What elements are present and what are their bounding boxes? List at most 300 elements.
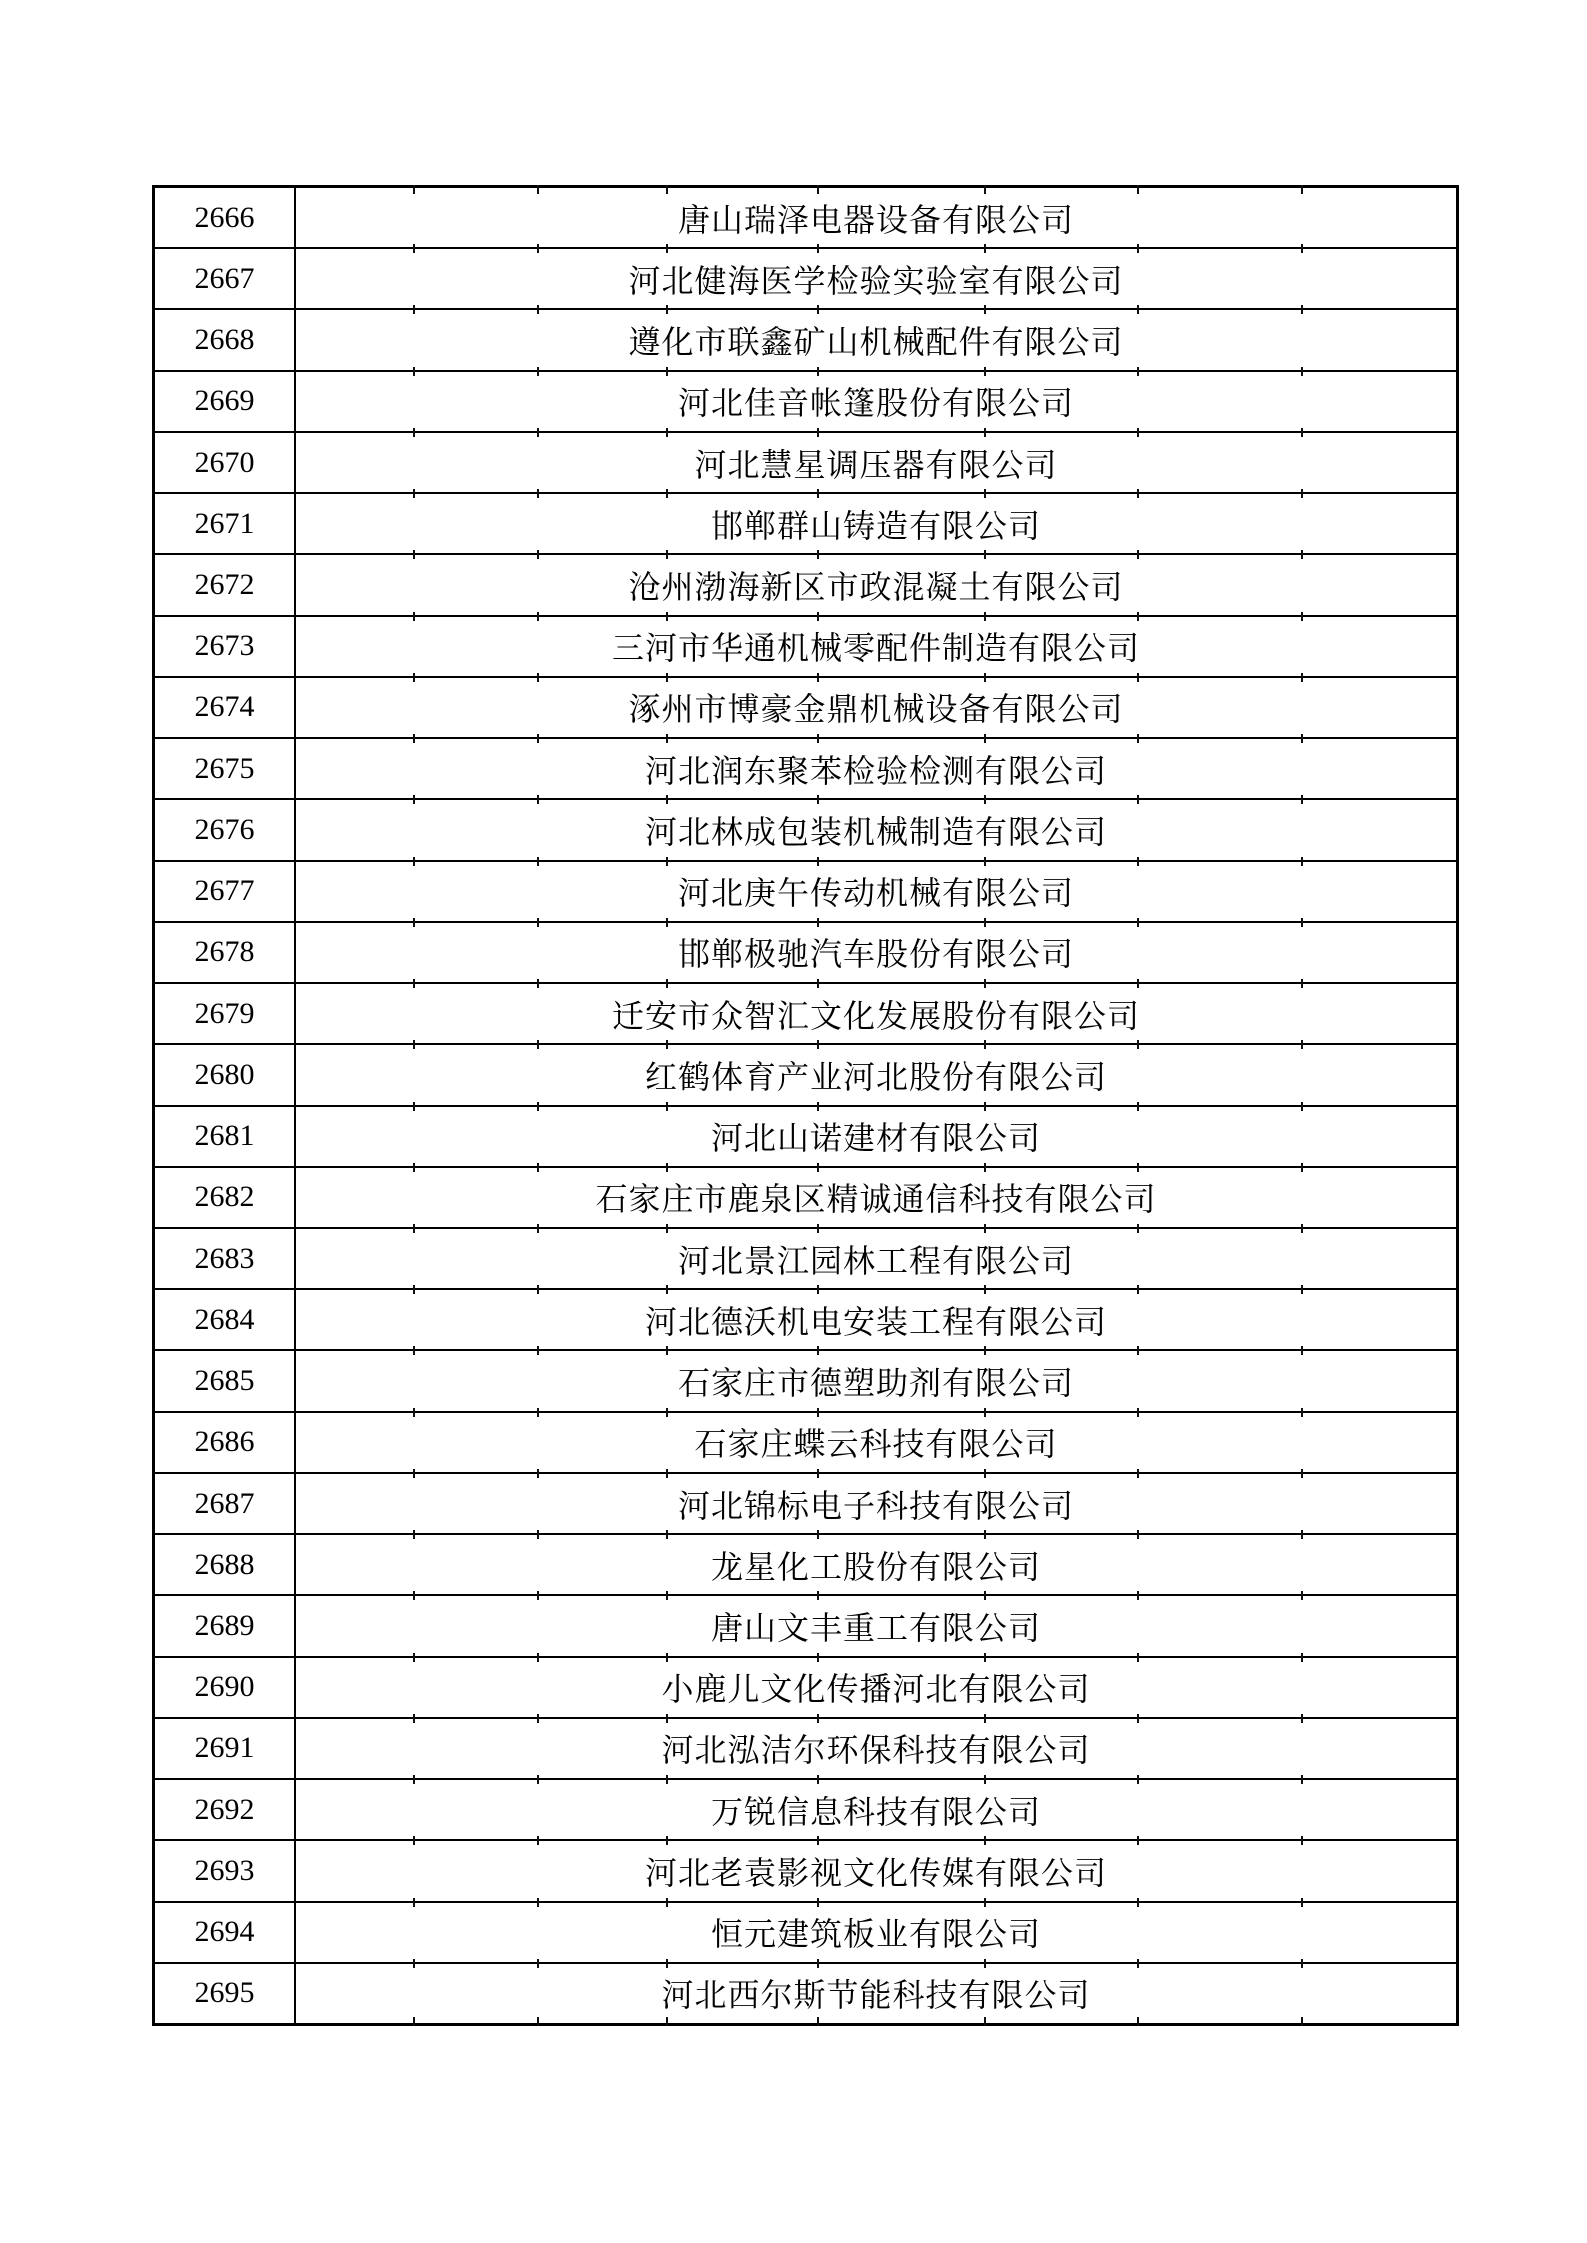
grid-tick — [1137, 1653, 1139, 1662]
grid-tick — [1137, 612, 1139, 621]
grid-tick — [666, 1959, 668, 1968]
grid-tick — [413, 1775, 415, 1784]
table-row — [155, 1043, 1456, 1104]
table-row — [155, 860, 1456, 921]
grid-tick — [984, 673, 986, 682]
grid-tick — [1301, 1959, 1303, 1968]
table-row — [155, 1472, 1456, 1533]
row-number-cell: 2674 — [155, 678, 296, 737]
grid-tick — [413, 612, 415, 621]
company-name-cell: 河北慧星调压器有限公司 — [694, 446, 1058, 483]
table-row — [155, 431, 1456, 492]
company-name-cell: 小鹿儿文化传播河北有限公司 — [661, 1671, 1091, 1708]
grid-tick — [413, 1285, 415, 1294]
grid-tick — [817, 305, 819, 314]
grid-tick — [413, 550, 415, 559]
grid-tick — [984, 857, 986, 866]
grid-tick — [666, 734, 668, 743]
grid-tick — [984, 1530, 986, 1539]
row-number-cell: 2686 — [155, 1413, 296, 1472]
company-name-cell: 石家庄市德塑助剂有限公司 — [677, 1365, 1074, 1402]
grid-tick — [1301, 1653, 1303, 1662]
grid-tick — [666, 1653, 668, 1662]
grid-tick — [666, 185, 668, 194]
grid-tick — [666, 489, 668, 498]
grid-tick — [537, 673, 539, 682]
grid-tick — [666, 979, 668, 988]
grid-tick — [413, 489, 415, 498]
grid-tick — [817, 489, 819, 498]
company-name-cell: 河北庚午传动机械有限公司 — [677, 875, 1074, 912]
grid-tick — [666, 673, 668, 682]
company-name-cell: 遵化市联鑫矿山机械配件有限公司 — [628, 324, 1124, 361]
row-number-cell: 2668 — [155, 310, 296, 369]
table-row — [155, 1411, 1456, 1472]
grid-tick — [1301, 1591, 1303, 1600]
company-name-cell: 邯郸极驰汽车股份有限公司 — [677, 936, 1074, 973]
grid-tick — [666, 428, 668, 437]
grid-tick — [1137, 305, 1139, 314]
grid-tick — [984, 734, 986, 743]
grid-tick — [1137, 1408, 1139, 1417]
table-row — [155, 370, 1456, 431]
grid-tick — [1301, 2017, 1303, 2026]
grid-tick — [1137, 1469, 1139, 1478]
grid-tick — [1301, 1102, 1303, 1111]
company-name-cell: 河北景江园林工程有限公司 — [677, 1242, 1074, 1279]
company-name-cell: 河北佳音帐篷股份有限公司 — [677, 385, 1074, 422]
row-number-cell: 2685 — [155, 1351, 296, 1410]
table-row — [155, 798, 1456, 859]
table-row — [155, 982, 1456, 1043]
grid-tick — [537, 1469, 539, 1478]
grid-tick — [413, 1653, 415, 1662]
grid-tick — [1137, 1102, 1139, 1111]
table-row — [155, 615, 1456, 676]
grid-tick — [1301, 1714, 1303, 1723]
grid-tick — [537, 1653, 539, 1662]
company-name-cell: 邯郸群山铸造有限公司 — [710, 507, 1041, 544]
company-name-cell: 河北泓洁尔环保科技有限公司 — [661, 1732, 1091, 1769]
table-row — [155, 1105, 1456, 1166]
grid-tick — [817, 1163, 819, 1172]
grid-tick — [1137, 550, 1139, 559]
grid-tick — [1301, 367, 1303, 376]
row-number-cell: 2679 — [155, 984, 296, 1043]
grid-tick — [1301, 1469, 1303, 1478]
grid-tick — [1137, 1714, 1139, 1723]
table-row — [155, 1533, 1456, 1594]
grid-tick — [817, 795, 819, 804]
row-number-cell: 2671 — [155, 494, 296, 553]
grid-tick — [413, 1346, 415, 1355]
grid-tick — [984, 1346, 986, 1355]
row-number-cell: 2669 — [155, 372, 296, 431]
grid-tick — [984, 979, 986, 988]
grid-tick — [984, 1285, 986, 1294]
grid-tick — [413, 367, 415, 376]
grid-tick — [537, 2017, 539, 2026]
grid-tick — [666, 305, 668, 314]
grid-tick — [1301, 550, 1303, 559]
grid-tick — [666, 1714, 668, 1723]
grid-tick — [984, 2017, 986, 2026]
grid-tick — [1137, 979, 1139, 988]
grid-tick — [537, 612, 539, 621]
row-number-cell: 2681 — [155, 1107, 296, 1166]
grid-tick — [666, 550, 668, 559]
grid-tick — [1301, 1346, 1303, 1355]
row-number-cell: 2692 — [155, 1780, 296, 1839]
grid-tick — [413, 305, 415, 314]
company-name-cell: 红鹤体育产业河北股份有限公司 — [644, 1058, 1107, 1095]
grid-tick — [817, 1285, 819, 1294]
row-number-cell: 2676 — [155, 800, 296, 859]
row-number-cell: 2694 — [155, 1903, 296, 1962]
grid-tick — [984, 1591, 986, 1600]
grid-tick — [413, 1714, 415, 1723]
grid-tick — [984, 1163, 986, 1172]
grid-tick — [1137, 795, 1139, 804]
company-name-cell: 河北润东聚苯检验检测有限公司 — [644, 752, 1107, 789]
grid-tick — [1137, 1591, 1139, 1600]
grid-tick — [817, 367, 819, 376]
grid-tick — [817, 1775, 819, 1784]
grid-tick — [413, 185, 415, 194]
grid-tick — [984, 428, 986, 437]
company-name-cell: 河北德沃机电安装工程有限公司 — [644, 1303, 1107, 1340]
grid-tick — [1301, 428, 1303, 437]
grid-tick — [1301, 979, 1303, 988]
row-number-cell: 2666 — [155, 188, 296, 247]
grid-tick — [666, 244, 668, 253]
grid-tick — [817, 1714, 819, 1723]
grid-tick — [984, 1408, 986, 1417]
grid-tick — [666, 367, 668, 376]
grid-tick — [1301, 489, 1303, 498]
table-row — [155, 1166, 1456, 1227]
grid-tick — [666, 1285, 668, 1294]
company-name-cell: 万锐信息科技有限公司 — [710, 1793, 1041, 1830]
grid-tick — [413, 1040, 415, 1049]
grid-tick — [413, 1959, 415, 1968]
table-row — [155, 676, 1456, 737]
table-row — [155, 1349, 1456, 1410]
row-number-cell: 2690 — [155, 1658, 296, 1717]
grid-tick — [537, 1836, 539, 1845]
grid-tick — [537, 1530, 539, 1539]
grid-tick — [1137, 1346, 1139, 1355]
grid-tick — [1137, 1898, 1139, 1907]
grid-tick — [817, 1653, 819, 1662]
grid-tick — [666, 1775, 668, 1784]
grid-tick — [984, 612, 986, 621]
grid-tick — [537, 1408, 539, 1417]
grid-tick — [817, 550, 819, 559]
grid-tick — [666, 1591, 668, 1600]
grid-tick — [413, 1530, 415, 1539]
grid-tick — [817, 1346, 819, 1355]
grid-tick — [984, 795, 986, 804]
grid-tick — [413, 857, 415, 866]
grid-tick — [817, 185, 819, 194]
grid-tick — [984, 244, 986, 253]
grid-tick — [666, 1408, 668, 1417]
grid-tick — [413, 1408, 415, 1417]
grid-tick — [1301, 1163, 1303, 1172]
grid-tick — [817, 1224, 819, 1233]
grid-tick — [1137, 857, 1139, 866]
row-number-cell: 2684 — [155, 1290, 296, 1349]
grid-tick — [817, 244, 819, 253]
grid-tick — [413, 1898, 415, 1907]
grid-tick — [1301, 857, 1303, 866]
row-number-cell: 2687 — [155, 1474, 296, 1533]
grid-tick — [537, 1591, 539, 1600]
table-row — [155, 1227, 1456, 1288]
grid-tick — [984, 1040, 986, 1049]
grid-tick — [1301, 1040, 1303, 1049]
grid-tick — [413, 795, 415, 804]
grid-tick — [537, 1346, 539, 1355]
grid-tick — [1137, 1040, 1139, 1049]
grid-tick — [984, 1836, 986, 1845]
table-row — [155, 1901, 1456, 1962]
row-number-cell: 2677 — [155, 862, 296, 921]
grid-tick — [537, 1163, 539, 1172]
table-row — [155, 492, 1456, 553]
grid-tick — [817, 1040, 819, 1049]
grid-tick — [1137, 734, 1139, 743]
grid-tick — [817, 979, 819, 988]
row-number-cell: 2680 — [155, 1045, 296, 1104]
grid-tick — [666, 795, 668, 804]
grid-tick — [537, 979, 539, 988]
grid-tick — [1137, 918, 1139, 927]
company-name-cell: 石家庄蝶云科技有限公司 — [694, 1426, 1058, 1463]
grid-tick — [666, 1836, 668, 1845]
grid-tick — [537, 428, 539, 437]
grid-tick — [537, 185, 539, 194]
grid-tick — [817, 1898, 819, 1907]
grid-tick — [817, 1469, 819, 1478]
company-list-table — [152, 185, 1459, 2026]
grid-tick — [537, 918, 539, 927]
grid-tick — [537, 734, 539, 743]
grid-tick — [666, 1898, 668, 1907]
grid-tick — [817, 1408, 819, 1417]
grid-tick — [666, 1040, 668, 1049]
grid-tick — [1301, 1530, 1303, 1539]
grid-tick — [984, 1775, 986, 1784]
grid-tick — [666, 857, 668, 866]
grid-tick — [984, 367, 986, 376]
table-row — [155, 1594, 1456, 1655]
grid-tick — [1301, 673, 1303, 682]
grid-tick — [1301, 1775, 1303, 1784]
grid-tick — [413, 673, 415, 682]
grid-tick — [413, 734, 415, 743]
grid-tick — [984, 1898, 986, 1907]
grid-tick — [413, 979, 415, 988]
grid-tick — [1137, 185, 1139, 194]
grid-tick — [984, 1224, 986, 1233]
grid-tick — [413, 1591, 415, 1600]
grid-tick — [537, 244, 539, 253]
table-row — [155, 188, 1456, 247]
grid-tick — [984, 489, 986, 498]
grid-tick — [1137, 1163, 1139, 1172]
grid-tick — [537, 489, 539, 498]
grid-tick — [817, 1836, 819, 1845]
grid-tick — [984, 1469, 986, 1478]
grid-tick — [537, 1040, 539, 1049]
grid-tick — [1301, 305, 1303, 314]
grid-tick — [413, 1469, 415, 1478]
grid-tick — [1137, 367, 1139, 376]
grid-tick — [537, 1775, 539, 1784]
table-row — [155, 921, 1456, 982]
grid-tick — [984, 305, 986, 314]
grid-tick — [666, 918, 668, 927]
company-name-cell: 龙星化工股份有限公司 — [710, 1548, 1041, 1585]
company-name-cell: 三河市华通机械零配件制造有限公司 — [611, 630, 1140, 667]
grid-tick — [817, 2017, 819, 2026]
grid-tick — [666, 612, 668, 621]
grid-tick — [537, 1898, 539, 1907]
row-number-cell: 2678 — [155, 923, 296, 982]
company-name-cell: 唐山文丰重工有限公司 — [710, 1610, 1041, 1646]
grid-tick — [984, 918, 986, 927]
row-number-cell: 2672 — [155, 555, 296, 614]
company-name-cell: 河北健海医学检验实验室有限公司 — [628, 262, 1124, 299]
grid-tick — [1301, 734, 1303, 743]
table-row — [155, 1717, 1456, 1778]
table-row — [155, 1656, 1456, 1717]
row-number-cell: 2673 — [155, 617, 296, 676]
grid-tick — [413, 2017, 415, 2026]
grid-tick — [666, 1102, 668, 1111]
table-row — [155, 1839, 1456, 1900]
row-number-cell: 2695 — [155, 1964, 296, 2023]
row-number-cell: 2693 — [155, 1841, 296, 1900]
grid-tick — [537, 305, 539, 314]
grid-tick — [817, 428, 819, 437]
grid-tick — [1137, 1836, 1139, 1845]
grid-tick — [817, 1102, 819, 1111]
row-number-cell: 2688 — [155, 1535, 296, 1594]
row-number-cell: 2682 — [155, 1168, 296, 1227]
company-name-cell: 沧州渤海新区市政混凝土有限公司 — [628, 569, 1124, 606]
grid-tick — [537, 550, 539, 559]
grid-tick — [537, 367, 539, 376]
grid-tick — [666, 1469, 668, 1478]
grid-tick — [1137, 428, 1139, 437]
grid-tick — [817, 673, 819, 682]
table-row — [155, 308, 1456, 369]
grid-tick — [666, 1346, 668, 1355]
grid-tick — [537, 795, 539, 804]
grid-tick — [666, 1530, 668, 1539]
row-number-cell: 2689 — [155, 1596, 296, 1655]
grid-tick — [1137, 673, 1139, 682]
grid-tick — [1301, 918, 1303, 927]
grid-tick — [1137, 1224, 1139, 1233]
grid-tick — [666, 1224, 668, 1233]
grid-tick — [984, 1102, 986, 1111]
grid-tick — [1137, 1959, 1139, 1968]
grid-tick — [537, 857, 539, 866]
grid-tick — [1301, 795, 1303, 804]
grid-tick — [413, 1102, 415, 1111]
grid-tick — [413, 244, 415, 253]
grid-tick — [1301, 185, 1303, 194]
table-row — [155, 1778, 1456, 1839]
grid-tick — [537, 1224, 539, 1233]
company-name-cell: 河北林成包装机械制造有限公司 — [644, 813, 1107, 850]
grid-tick — [537, 1959, 539, 1968]
grid-tick — [1301, 612, 1303, 621]
grid-tick — [537, 1285, 539, 1294]
grid-tick — [666, 1163, 668, 1172]
grid-tick — [984, 550, 986, 559]
grid-tick — [1301, 1408, 1303, 1417]
row-number-cell: 2691 — [155, 1719, 296, 1778]
grid-tick — [817, 1959, 819, 1968]
grid-tick — [984, 1653, 986, 1662]
table-row — [155, 1288, 1456, 1349]
row-number-cell: 2667 — [155, 249, 296, 308]
grid-tick — [1137, 244, 1139, 253]
company-name-cell: 涿州市博豪金鼎机械设备有限公司 — [628, 691, 1124, 728]
grid-tick — [1301, 1836, 1303, 1845]
grid-tick — [1301, 1285, 1303, 1294]
grid-tick — [537, 1714, 539, 1723]
grid-tick — [817, 1530, 819, 1539]
grid-tick — [984, 1714, 986, 1723]
company-name-cell: 河北锦标电子科技有限公司 — [677, 1487, 1074, 1524]
grid-tick — [1137, 1775, 1139, 1784]
grid-tick — [413, 918, 415, 927]
grid-tick — [817, 734, 819, 743]
table-row — [155, 553, 1456, 614]
grid-tick — [1137, 1530, 1139, 1539]
company-name-cell: 河北西尔斯节能科技有限公司 — [661, 1977, 1091, 2014]
company-name-cell: 石家庄市鹿泉区精诚通信科技有限公司 — [595, 1181, 1157, 1218]
grid-tick — [413, 1163, 415, 1172]
row-number-cell: 2675 — [155, 739, 296, 798]
grid-tick — [413, 1224, 415, 1233]
company-name-cell: 河北老袁影视文化传媒有限公司 — [644, 1854, 1107, 1891]
grid-tick — [537, 1102, 539, 1111]
company-name-cell: 唐山瑞泽电器设备有限公司 — [677, 201, 1074, 238]
grid-tick — [984, 1959, 986, 1968]
table-row — [155, 737, 1456, 798]
row-number-cell: 2670 — [155, 433, 296, 492]
grid-tick — [1301, 1224, 1303, 1233]
company-name-cell: 迁安市众智汇文化发展股份有限公司 — [611, 997, 1140, 1034]
grid-tick — [817, 918, 819, 927]
grid-tick — [817, 1591, 819, 1600]
grid-tick — [984, 185, 986, 194]
grid-tick — [413, 1836, 415, 1845]
grid-tick — [817, 857, 819, 866]
grid-tick — [1137, 2017, 1139, 2026]
table-row — [155, 247, 1456, 308]
grid-tick — [817, 612, 819, 621]
grid-tick — [1137, 489, 1139, 498]
grid-tick — [1301, 1898, 1303, 1907]
